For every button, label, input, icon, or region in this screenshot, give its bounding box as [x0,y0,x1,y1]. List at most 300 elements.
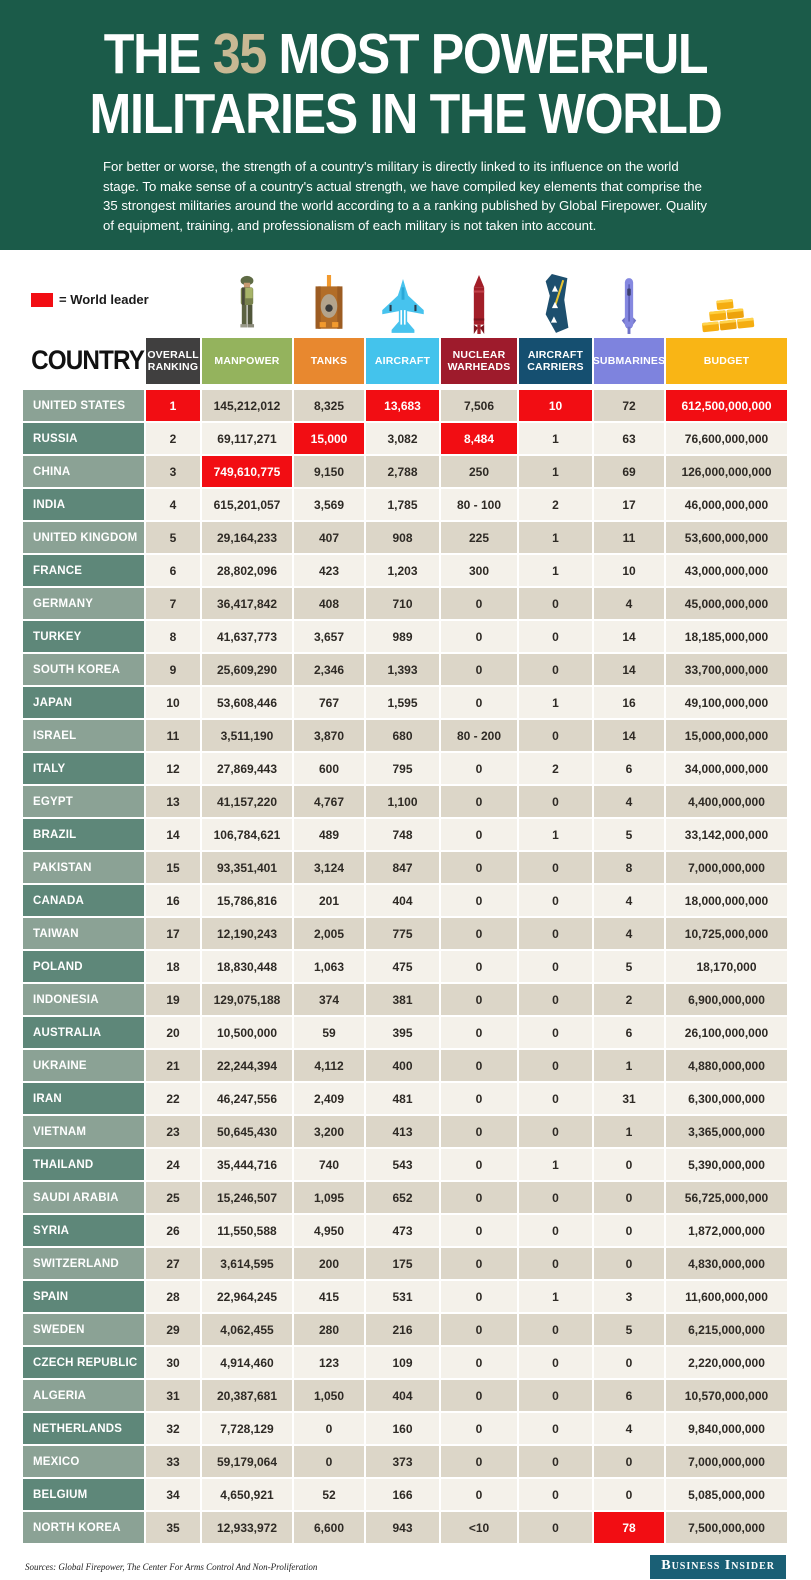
table-cell-submarines: 17 [594,489,664,520]
table-cell-aircraft_carriers: 1 [519,423,592,454]
country-cell: AUSTRALIA [23,1017,144,1048]
table-cell-aircraft_carriers: 0 [519,786,592,817]
table-row [23,786,787,817]
table-cell-submarines: 10 [594,555,664,586]
table-cell-rank: 34 [146,1479,200,1510]
table-row [23,1281,787,1312]
table-cell-manpower: 41,157,220 [202,786,292,817]
table-cell-tanks: 201 [294,885,364,916]
table-cell-submarines: 8 [594,852,664,883]
table-cell-submarines: 6 [594,1017,664,1048]
table-cell-budget: 56,725,000,000 [666,1182,787,1213]
table-row [23,1017,787,1048]
table-cell-manpower: 22,244,394 [202,1050,292,1081]
table-cell-submarines: 72 [594,390,664,421]
table-cell-tanks: 1,063 [294,951,364,982]
table-cell-aircraft: 908 [366,522,439,553]
table-cell-aircraft: 481 [366,1083,439,1114]
table-cell-manpower: 3,511,190 [202,720,292,751]
table-cell-aircraft: 543 [366,1149,439,1180]
table-row [23,1512,787,1543]
table-cell-tanks: 3,200 [294,1116,364,1147]
table-cell-rank: 4 [146,489,200,520]
table-cell-budget: 5,085,000,000 [666,1479,787,1510]
table-cell-nuclear_warheads: 0 [441,1446,517,1477]
table-cell-manpower: 25,609,290 [202,654,292,685]
table-cell-budget: 45,000,000,000 [666,588,787,619]
table-row [23,654,787,685]
table-cell-nuclear_warheads: 0 [441,1116,517,1147]
table-cell-aircraft: 160 [366,1413,439,1444]
table-cell-aircraft: 1,393 [366,654,439,685]
table-cell-aircraft_carriers: 0 [519,1248,592,1279]
table-cell-aircraft: 400 [366,1050,439,1081]
table-cell-aircraft: 473 [366,1215,439,1246]
table-cell-nuclear_warheads: 225 [441,522,517,553]
table-cell-budget: 6,215,000,000 [666,1314,787,1345]
table-cell-tanks: 9,150 [294,456,364,487]
table-cell-aircraft: 3,082 [366,423,439,454]
table-row [23,984,787,1015]
table-cell-nuclear_warheads: <10 [441,1512,517,1543]
table-cell-aircraft: 531 [366,1281,439,1312]
table-cell-tanks: 740 [294,1149,364,1180]
table-cell-tanks: 4,950 [294,1215,364,1246]
table-cell-aircraft_carriers: 0 [519,1512,592,1543]
table-cell-submarines: 0 [594,1347,664,1378]
table-cell-aircraft_carriers: 0 [519,984,592,1015]
table-cell-manpower: 41,637,773 [202,621,292,652]
table-cell-tanks: 2,346 [294,654,364,685]
table-cell-rank: 16 [146,885,200,916]
table-cell-aircraft_carriers: 0 [519,1446,592,1477]
table-cell-aircraft_carriers: 0 [519,1413,592,1444]
table-cell-submarines: 69 [594,456,664,487]
table-row [23,456,787,487]
table-cell-aircraft_carriers: 1 [519,555,592,586]
table-cell-submarines: 0 [594,1215,664,1246]
table-row [23,489,787,520]
table-cell-rank: 11 [146,720,200,751]
table-row [23,1413,787,1444]
world-leader-cell-budget: 612,500,000,000 [666,390,787,421]
table-cell-tanks: 200 [294,1248,364,1279]
table-cell-aircraft_carriers: 0 [519,1215,592,1246]
table-cell-rank: 22 [146,1083,200,1114]
table-cell-manpower: 12,190,243 [202,918,292,949]
world-leader-cell-aircraft_carriers: 10 [519,390,592,421]
table-cell-manpower: 35,444,716 [202,1149,292,1180]
table-cell-aircraft: 175 [366,1248,439,1279]
country-cell: TAIWAN [23,918,144,949]
table-header-row [23,338,787,384]
table-cell-manpower: 11,550,588 [202,1215,292,1246]
table-row [23,1479,787,1510]
title-pre: THE [103,22,213,86]
table-cell-budget: 18,000,000,000 [666,885,787,916]
column-header-tanks: TANKS [294,338,364,384]
table-row [23,1116,787,1147]
country-cell: TURKEY [23,621,144,652]
table-cell-rank: 28 [146,1281,200,1312]
table-cell-tanks: 3,124 [294,852,364,883]
table-cell-nuclear_warheads: 0 [441,1215,517,1246]
table-cell-manpower: 93,351,401 [202,852,292,883]
column-header-budget: BUDGET [666,338,787,384]
table-cell-submarines: 0 [594,1446,664,1477]
table-cell-rank: 3 [146,456,200,487]
table-row [23,1215,787,1246]
table-cell-tanks: 0 [294,1446,364,1477]
table-cell-aircraft_carriers: 0 [519,1083,592,1114]
table-row [23,588,787,619]
world-leader-cell-nuclear_warheads: 8,484 [441,423,517,454]
table-cell-submarines: 1 [594,1050,664,1081]
table-cell-aircraft_carriers: 2 [519,753,592,784]
table-cell-manpower: 7,728,129 [202,1413,292,1444]
table-row [23,1050,787,1081]
table-cell-tanks: 123 [294,1347,364,1378]
table-cell-tanks: 2,409 [294,1083,364,1114]
table-cell-aircraft_carriers: 0 [519,852,592,883]
country-cell: THAILAND [23,1149,144,1180]
table-body [23,390,787,1543]
table-cell-aircraft: 475 [366,951,439,982]
country-cell: GERMANY [23,588,144,619]
table-cell-nuclear_warheads: 0 [441,687,517,718]
country-cell: FRANCE [23,555,144,586]
gold-bars-icon [666,250,787,338]
table-cell-nuclear_warheads: 0 [441,1182,517,1213]
table-cell-submarines: 0 [594,1182,664,1213]
table-cell-budget: 1,872,000,000 [666,1215,787,1246]
world-leader-cell-rank: 1 [146,390,200,421]
table-cell-aircraft_carriers: 0 [519,951,592,982]
table-cell-nuclear_warheads: 250 [441,456,517,487]
table-cell-nuclear_warheads: 0 [441,852,517,883]
table-cell-aircraft_carriers: 0 [519,1479,592,1510]
country-cell: SPAIN [23,1281,144,1312]
table-cell-tanks: 374 [294,984,364,1015]
country-cell: CANADA [23,885,144,916]
table-cell-budget: 34,000,000,000 [666,753,787,784]
table-cell-rank: 32 [146,1413,200,1444]
table-cell-rank: 21 [146,1050,200,1081]
table-cell-submarines: 31 [594,1083,664,1114]
icon-strip [23,250,787,338]
table-cell-nuclear_warheads: 0 [441,1479,517,1510]
country-cell: JAPAN [23,687,144,718]
table-cell-manpower: 46,247,556 [202,1083,292,1114]
column-header-submarines: SUBMARINES [594,338,664,384]
table-cell-rank: 25 [146,1182,200,1213]
table-row [23,1248,787,1279]
table-cell-rank: 6 [146,555,200,586]
table-row [23,1149,787,1180]
country-cell: UNITED KINGDOM [23,522,144,553]
table-cell-manpower: 69,117,271 [202,423,292,454]
table-row [23,918,787,949]
table-cell-manpower: 27,869,443 [202,753,292,784]
table-cell-aircraft_carriers: 0 [519,1347,592,1378]
table-cell-rank: 29 [146,1314,200,1345]
country-cell: SYRIA [23,1215,144,1246]
world-leader-label: = World leader [59,292,149,307]
business-insider-logo: Business Insider [650,1555,786,1579]
table-cell-tanks: 767 [294,687,364,718]
country-cell: VIETNAM [23,1116,144,1147]
table-cell-rank: 23 [146,1116,200,1147]
table-cell-budget: 53,600,000,000 [666,522,787,553]
country-cell: SOUTH KOREA [23,654,144,685]
world-leader-swatch [31,293,53,307]
table-cell-aircraft_carriers: 1 [519,1149,592,1180]
table-cell-aircraft: 795 [366,753,439,784]
table-cell-manpower: 145,212,012 [202,390,292,421]
table-cell-submarines: 6 [594,1380,664,1411]
table-cell-manpower: 53,608,446 [202,687,292,718]
table-row [23,621,787,652]
table-cell-budget: 18,170,000 [666,951,787,982]
table-cell-aircraft_carriers: 1 [519,522,592,553]
table-cell-nuclear_warheads: 0 [441,588,517,619]
column-header-rank: OVERALL RANKING [146,338,200,384]
table-cell-manpower: 28,802,096 [202,555,292,586]
table-cell-manpower: 20,387,681 [202,1380,292,1411]
table-cell-submarines: 0 [594,1248,664,1279]
table-cell-aircraft_carriers: 0 [519,1050,592,1081]
table-row [23,951,787,982]
table-cell-tanks: 407 [294,522,364,553]
table-cell-aircraft: 1,203 [366,555,439,586]
table-cell-budget: 33,142,000,000 [666,819,787,850]
table-cell-tanks: 0 [294,1413,364,1444]
table-cell-manpower: 4,062,455 [202,1314,292,1345]
table-cell-rank: 26 [146,1215,200,1246]
page-title-line-2: MILITARIES IN THE WORLD [89,82,722,146]
table-cell-rank: 8 [146,621,200,652]
table-cell-submarines: 0 [594,1479,664,1510]
table-cell-nuclear_warheads: 0 [441,1083,517,1114]
table-cell-rank: 2 [146,423,200,454]
table-cell-tanks: 2,005 [294,918,364,949]
country-cell: MEXICO [23,1446,144,1477]
table-cell-aircraft: 381 [366,984,439,1015]
table-cell-manpower: 615,201,057 [202,489,292,520]
table-cell-nuclear_warheads: 0 [441,654,517,685]
table-cell-aircraft: 216 [366,1314,439,1345]
page-title-line-1 [49,24,763,84]
table-cell-nuclear_warheads: 0 [441,1347,517,1378]
table-cell-aircraft: 680 [366,720,439,751]
country-cell: SWEDEN [23,1314,144,1345]
table-row [23,852,787,883]
table-row [23,687,787,718]
table-cell-aircraft: 1,100 [366,786,439,817]
table-cell-aircraft: 989 [366,621,439,652]
table-cell-nuclear_warheads: 0 [441,1050,517,1081]
table-cell-submarines: 6 [594,753,664,784]
table-cell-aircraft: 1,595 [366,687,439,718]
table-cell-tanks: 489 [294,819,364,850]
table-cell-submarines: 5 [594,819,664,850]
table-cell-aircraft_carriers: 0 [519,720,592,751]
table-cell-rank: 9 [146,654,200,685]
table-cell-tanks: 8,325 [294,390,364,421]
table-cell-aircraft_carriers: 1 [519,1281,592,1312]
table-row [23,819,787,850]
country-cell: SWITZERLAND [23,1248,144,1279]
table-cell-nuclear_warheads: 0 [441,819,517,850]
tank-icon [294,250,364,338]
table-cell-budget: 6,300,000,000 [666,1083,787,1114]
table-cell-aircraft_carriers: 1 [519,687,592,718]
table-cell-aircraft: 748 [366,819,439,850]
country-cell: EGYPT [23,786,144,817]
table-cell-tanks: 6,600 [294,1512,364,1543]
table-cell-tanks: 1,050 [294,1380,364,1411]
table-cell-budget: 76,600,000,000 [666,423,787,454]
country-cell: ISRAEL [23,720,144,751]
table-cell-aircraft: 943 [366,1512,439,1543]
country-cell: SAUDI ARABIA [23,1182,144,1213]
table-cell-rank: 20 [146,1017,200,1048]
table-cell-tanks: 4,112 [294,1050,364,1081]
table-cell-budget: 6,900,000,000 [666,984,787,1015]
country-cell: UNITED STATES [23,390,144,421]
column-header-nuclear_warheads: NUCLEAR WARHEADS [441,338,517,384]
table-cell-aircraft_carriers: 1 [519,456,592,487]
table-cell-submarines: 16 [594,687,664,718]
table-cell-manpower: 59,179,064 [202,1446,292,1477]
table-cell-aircraft: 652 [366,1182,439,1213]
table-cell-tanks: 600 [294,753,364,784]
table-cell-submarines: 2 [594,984,664,1015]
table-cell-nuclear_warheads: 0 [441,1413,517,1444]
table-cell-budget: 10,570,000,000 [666,1380,787,1411]
intro-paragraph: For better or worse, the strength of a country's military is directly linked to its influence on the world stage. To make sense of a country's actual strength, we have compiled key elements that comprise the 35 strongest militaries around the world according to a a ranking published by Global Firepower. Quality of equipment, training, and professionalism of each military is not taken into account. [103,159,708,233]
aircraft-carrier-icon [519,250,592,338]
footer [0,1543,811,1579]
table-cell-budget: 5,390,000,000 [666,1149,787,1180]
table-cell-aircraft: 404 [366,885,439,916]
table-cell-submarines: 0 [594,1149,664,1180]
table-cell-nuclear_warheads: 0 [441,753,517,784]
table-cell-aircraft: 395 [366,1017,439,1048]
table-cell-manpower: 10,500,000 [202,1017,292,1048]
table-cell-rank: 5 [146,522,200,553]
table-cell-tanks: 59 [294,1017,364,1048]
missile-icon [441,250,517,338]
table-cell-budget: 15,000,000,000 [666,720,787,751]
table-row [23,720,787,751]
table-cell-aircraft_carriers: 0 [519,654,592,685]
table-cell-manpower: 29,164,233 [202,522,292,553]
table-row [23,885,787,916]
table-cell-tanks: 408 [294,588,364,619]
table-cell-nuclear_warheads: 80 - 100 [441,489,517,520]
table-cell-aircraft_carriers: 0 [519,621,592,652]
table-cell-budget: 4,880,000,000 [666,1050,787,1081]
table-cell-tanks: 3,870 [294,720,364,751]
title-number: 35 [212,22,266,86]
table-row [23,555,787,586]
table-cell-rank: 13 [146,786,200,817]
table-cell-aircraft: 775 [366,918,439,949]
table-cell-manpower: 12,933,972 [202,1512,292,1543]
table-cell-manpower: 4,914,460 [202,1347,292,1378]
table-cell-nuclear_warheads: 0 [441,951,517,982]
table-cell-submarines: 5 [594,1314,664,1345]
table-cell-budget: 4,400,000,000 [666,786,787,817]
table-cell-budget: 46,000,000,000 [666,489,787,520]
table-cell-rank: 19 [146,984,200,1015]
country-cell: INDIA [23,489,144,520]
table-cell-budget: 3,365,000,000 [666,1116,787,1147]
country-cell: PAKISTAN [23,852,144,883]
table-row [23,1314,787,1345]
table-cell-budget: 10,725,000,000 [666,918,787,949]
country-cell: INDONESIA [23,984,144,1015]
table-cell-manpower: 36,417,842 [202,588,292,619]
country-cell: ALGERIA [23,1380,144,1411]
table-cell-manpower: 15,246,507 [202,1182,292,1213]
table-cell-nuclear_warheads: 0 [441,1248,517,1279]
world-leader-cell-aircraft: 13,683 [366,390,439,421]
table-cell-tanks: 423 [294,555,364,586]
world-leader-legend [31,292,149,307]
table-cell-budget: 7,000,000,000 [666,1446,787,1477]
country-cell: CHINA [23,456,144,487]
country-cell: NETHERLANDS [23,1413,144,1444]
table-cell-budget: 126,000,000,000 [666,456,787,487]
country-column-header: COUNTRY [31,345,145,376]
table-cell-submarines: 4 [594,786,664,817]
country-cell: IRAN [23,1083,144,1114]
table-cell-aircraft_carriers: 0 [519,588,592,619]
table-row [23,753,787,784]
sources-text: Sources: Global Firepower, The Center For Arms Control And Non-Proliferation [25,1562,318,1572]
table-cell-budget: 33,700,000,000 [666,654,787,685]
table-cell-budget: 7,500,000,000 [666,1512,787,1543]
table-cell-nuclear_warheads: 0 [441,1281,517,1312]
title-post: MOST POWERFUL [265,22,708,86]
table-cell-nuclear_warheads: 7,506 [441,390,517,421]
table-cell-submarines: 11 [594,522,664,553]
table-row [23,1347,787,1378]
country-cell: POLAND [23,951,144,982]
table-cell-tanks: 415 [294,1281,364,1312]
table-cell-budget: 9,840,000,000 [666,1413,787,1444]
table-cell-submarines: 14 [594,654,664,685]
table-cell-aircraft: 166 [366,1479,439,1510]
table-cell-aircraft: 373 [366,1446,439,1477]
table-cell-budget: 4,830,000,000 [666,1248,787,1279]
table-cell-budget: 7,000,000,000 [666,852,787,883]
table-row [23,390,787,421]
table-cell-manpower: 3,614,595 [202,1248,292,1279]
table-cell-manpower: 129,075,188 [202,984,292,1015]
table-cell-submarines: 4 [594,588,664,619]
table-cell-tanks: 4,767 [294,786,364,817]
column-header-manpower: MANPOWER [202,338,292,384]
table-cell-nuclear_warheads: 300 [441,555,517,586]
table-cell-aircraft_carriers: 0 [519,918,592,949]
hero-banner [0,0,811,250]
country-cell: BELGIUM [23,1479,144,1510]
table-row [23,522,787,553]
table-cell-nuclear_warheads: 0 [441,786,517,817]
